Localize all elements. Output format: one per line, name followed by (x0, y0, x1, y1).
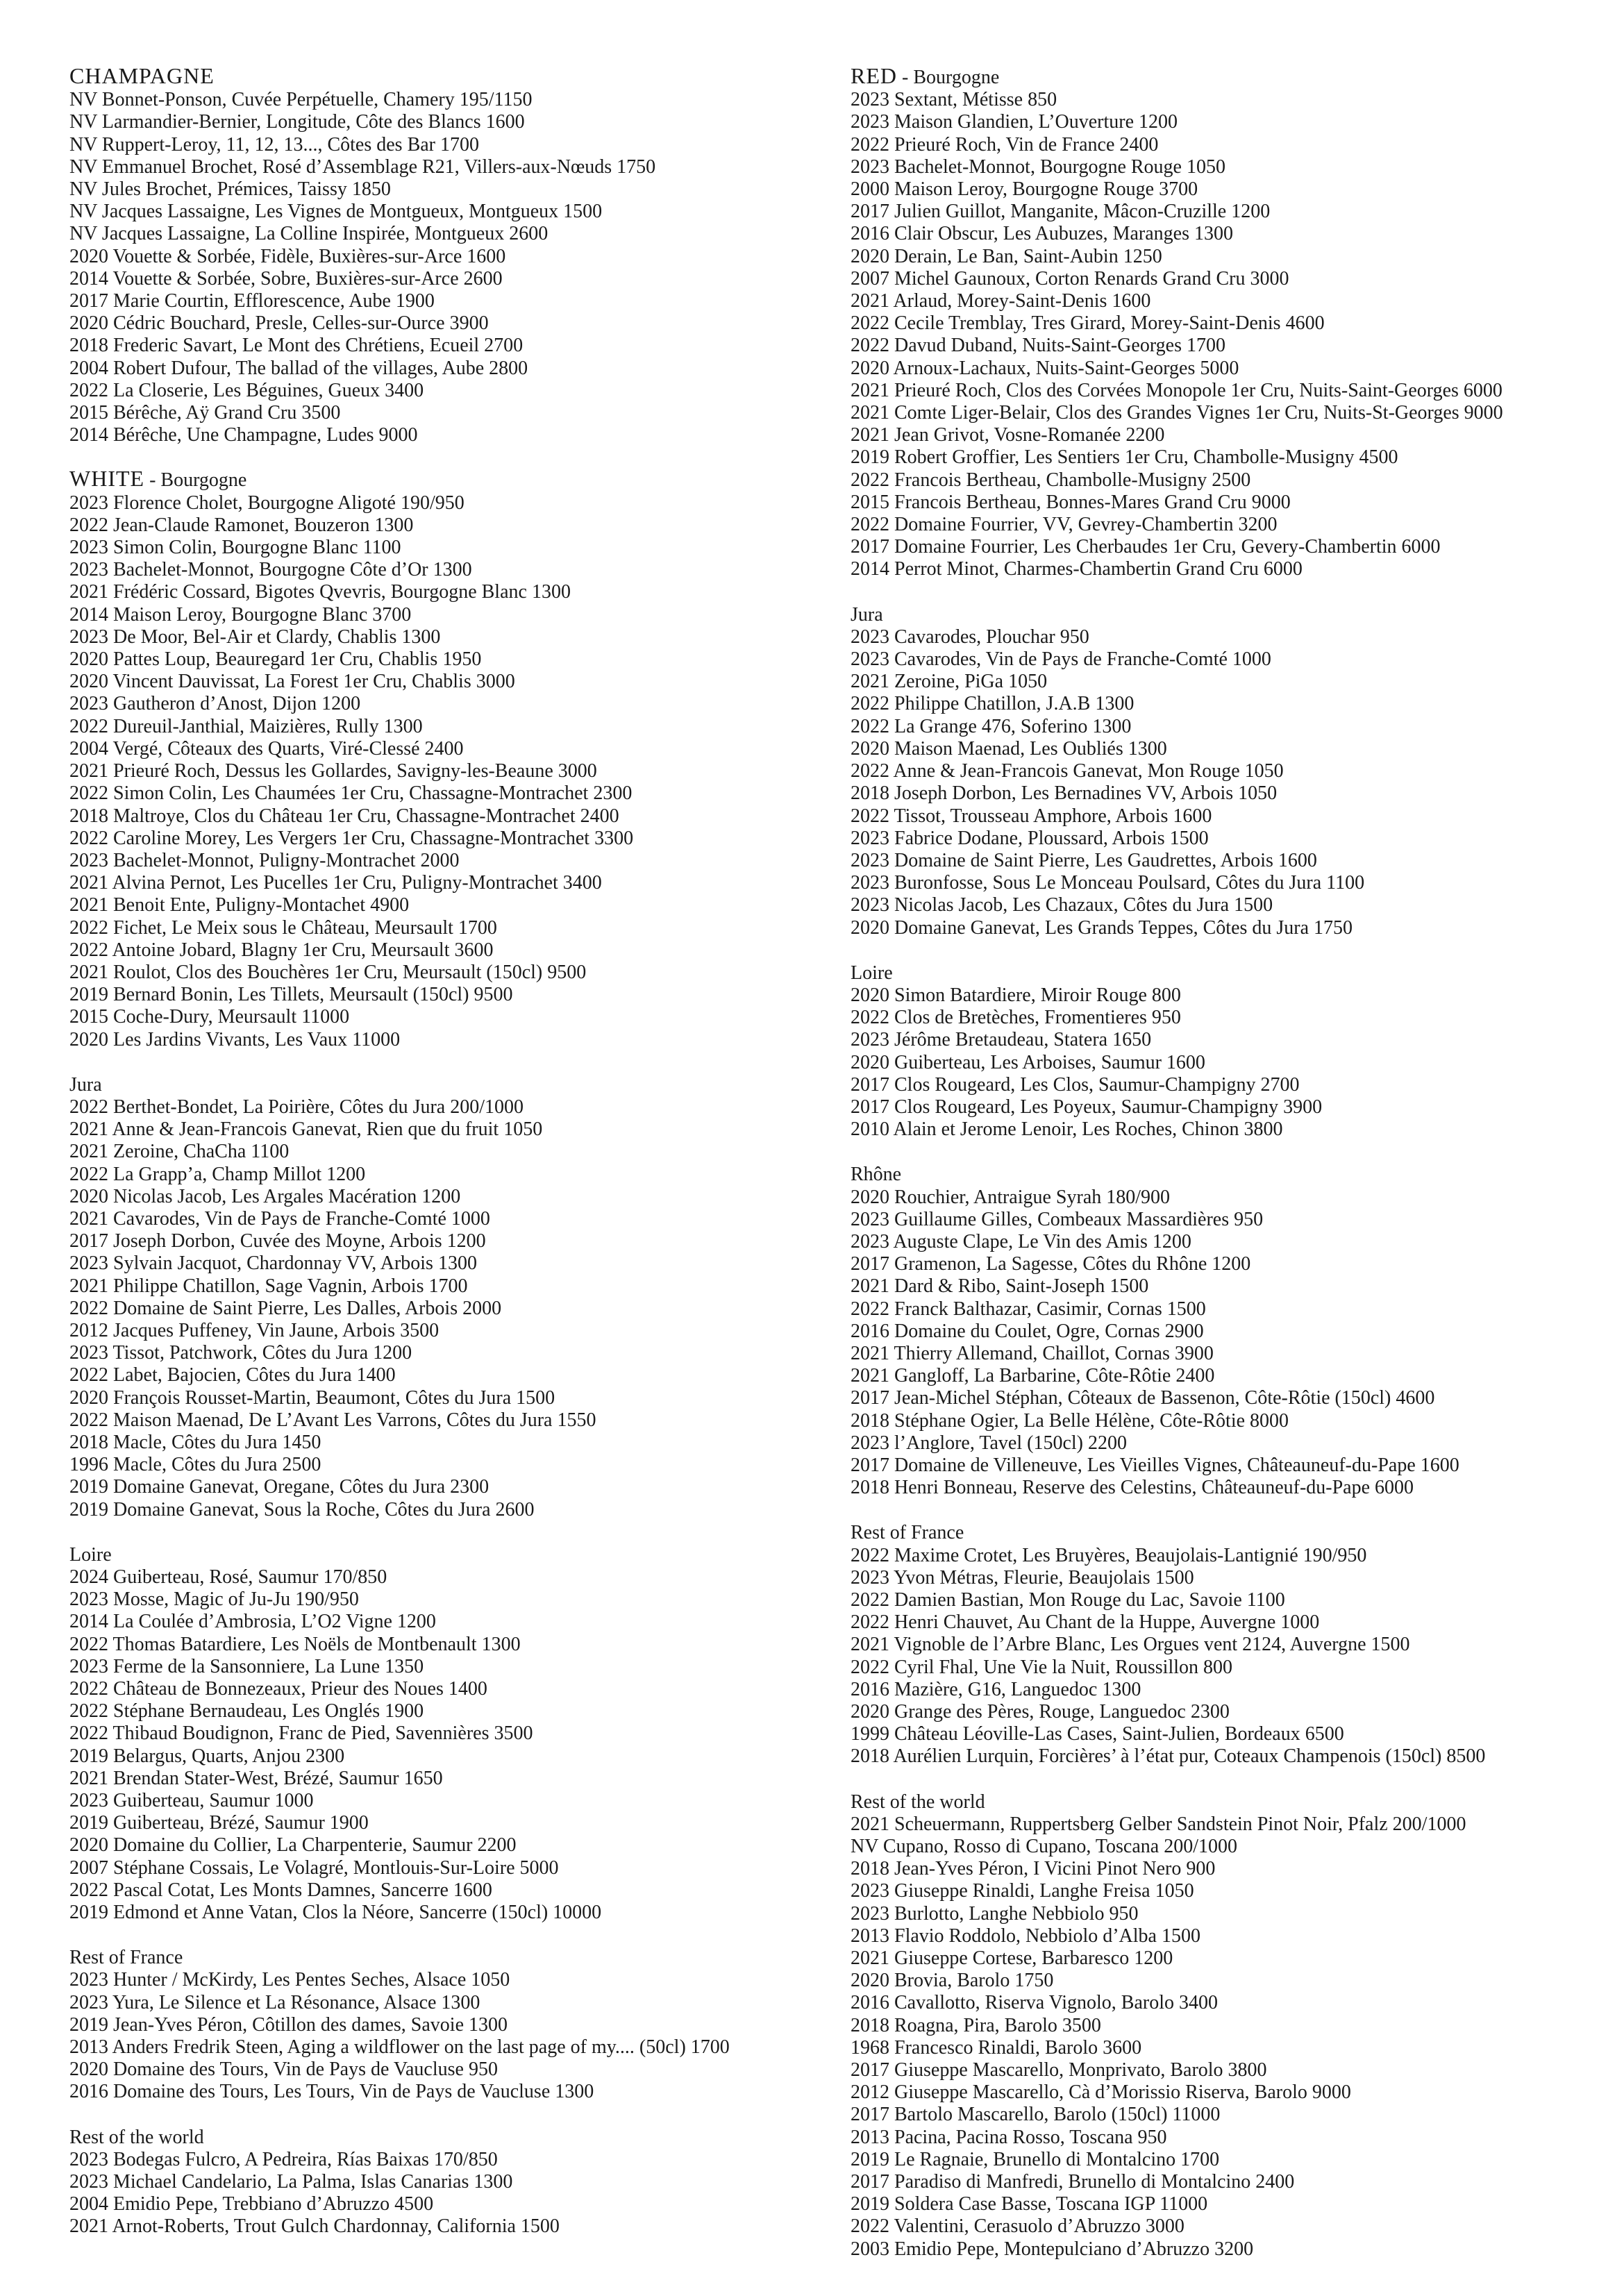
wine-entry: 2018 Stéphane Ogier, La Belle Hélène, Côte-Rôtie 8000 (851, 1409, 1289, 1432)
wine-entry: 2014 Vouette & Sorbée, Sobre, Buxières-sur-Arce 2600 (69, 267, 503, 290)
wine-entry: 2023 Bachelet-Monnot, Bourgogne Côte d’Or 1300 (69, 559, 472, 581)
wine-entry: 2016 Domaine des Tours, Les Tours, Vin de Pays de Vaucluse 1300 (69, 2081, 594, 2103)
section-heading (69, 65, 805, 89)
wine-entry: 2018 Frederic Savart, Le Mont des Chrétiens, Ecueil 2700 (69, 335, 524, 357)
wine-entry: 2022 Labet, Bajocien, Côtes du Jura 1400 (69, 1364, 396, 1386)
wine-entry: 2021 Benoit Ente, Puligny-Montachet 4900 (69, 894, 410, 916)
wine-entry: 2021 Zeroine, PiGa 1050 (851, 671, 1048, 693)
wine-entry: 2023 Yvon Métras, Fleurie, Beaujolais 1500 (851, 1566, 1194, 1589)
wine-entry: 2022 Dureuil-Janthial, Maizières, Rully 1300 (69, 715, 423, 737)
wine-entry: 2017 Clos Rougeard, Les Clos, Saumur-Champigny 2700 (851, 1073, 1300, 1096)
wine-entry: 2021 Prieuré Roch, Dessus les Gollardes, Savigny-les-Beaune 3000 (69, 760, 597, 782)
wine-entry: 2023 Buronfosse, Sous Le Monceau Poulsard, Côtes du Jura 1100 (851, 872, 1365, 894)
wine-entry: 2014 Perrot Minot, Charmes-Chambertin Grand Cru 6000 (851, 558, 1303, 580)
wine-entry: 2022 Maxime Crotet, Les Bruyères, Beaujolais-Lantignié 190/950 (851, 1544, 1367, 1566)
wine-entry: 2018 Joseph Dorbon, Les Bernadines VV, Arbois 1050 (851, 782, 1278, 805)
wine-entry: 2019 Le Ragnaie, Brunello di Montalcino 1700 (851, 2148, 1220, 2170)
wine-section-red-bourgogne (851, 65, 1587, 581)
wine-entry: 2022 Cecile Tremblay, Tres Girard, Morey-Saint-Denis 4600 (851, 312, 1325, 335)
wine-entry: 2021 Roulot, Clos des Bouchères 1er Cru, Meursault (150cl) 9500 (69, 961, 587, 983)
wine-entry: 2019 Soldera Case Basse, Toscana IGP 11000 (851, 2193, 1208, 2215)
wine-entry: 2022 Maison Maenad, De L’Avant Les Varrons, Côtes du Jura 1550 (69, 1409, 596, 1431)
wine-entry: 2020 Vincent Dauvissat, La Forest 1er Cru, Chablis 3000 (69, 671, 515, 693)
wine-entry: 2023 l’Anglore, Tavel (150cl) 2200 (851, 1432, 1127, 1454)
wine-entry: 2019 Robert Groffier, Les Sentiers 1er Cru, Chambolle-Musigny 4500 (851, 446, 1398, 469)
wine-entry: 2021 Jean Grivot, Vosne-Romanée 2200 (851, 424, 1165, 446)
wine-entry: 2023 Tissot, Patchwork, Côtes du Jura 1200 (69, 1342, 412, 1364)
section-title: RED (851, 63, 897, 88)
wine-entry: NV Larmandier-Bernier, Longitude, Côte des Blancs 1600 (69, 111, 525, 133)
wine-entry: 2021 Gangloff, La Barbarine, Côte-Rôtie 2400 (851, 1365, 1215, 1387)
wine-entry: 2004 Vergé, Côteaux des Quarts, Viré-Clessé 2400 (69, 737, 464, 760)
wine-entry: 2003 Emidio Pepe, Montepulciano d’Abruzzo 3200 (851, 2238, 1254, 2260)
wine-entry: 2020 Vouette & Sorbée, Fidèle, Buxières-sur-Arce 1600 (69, 245, 506, 267)
section-subtitle: - Bourgogne (897, 67, 1000, 88)
wine-section-rest-of-france (69, 1945, 805, 2103)
wine-entry: 2022 Franck Balthazar, Casimir, Cornas 1500 (851, 1298, 1206, 1320)
wine-entry: 2021 Arnot-Roberts, Trout Gulch Chardonnay, California 1500 (69, 2215, 560, 2238)
wine-entry: 2000 Maison Leroy, Bourgogne Rouge 3700 (851, 178, 1198, 201)
wine-entry: 2018 Maltroye, Clos du Château 1er Cru, Chassagne-Montrachet 2400 (69, 805, 619, 827)
wine-entry: 2023 Gautheron d’Anost, Dijon 1200 (69, 693, 361, 715)
wine-entry: 2022 Cyril Fhal, Une Vie la Nuit, Roussillon 800 (851, 1656, 1233, 1678)
section-subtitle: Rhône (851, 1164, 902, 1186)
wine-entry: 2021 Brendan Stater-West, Brézé, Saumur 1650 (69, 1767, 443, 1789)
wine-entry: 2022 Domaine de Saint Pierre, Les Dalles, Arbois 2000 (69, 1297, 502, 1319)
wine-entry: 2022 Philippe Chatillon, J.A.B 1300 (851, 693, 1135, 715)
wine-entry: 2016 Mazière, G16, Languedoc 1300 (851, 1678, 1141, 1700)
wine-entry: 2020 Cédric Bouchard, Presle, Celles-sur-Ource 3900 (69, 312, 489, 335)
wine-entry: 2019 Domaine Ganevat, Sous la Roche, Côtes du Jura 2600 (69, 1498, 535, 1520)
wine-entry: 2022 Antoine Jobard, Blagny 1er Cru, Meursault 3600 (69, 939, 494, 961)
wine-entry: 2022 Damien Bastian, Mon Rouge du Lac, Savoie 1100 (851, 1589, 1285, 1611)
wine-section-champagne (69, 65, 805, 446)
section-heading (851, 1789, 1587, 1813)
wine-entry: 2023 Maison Glandien, L’Ouverture 1200 (851, 111, 1178, 133)
wine-entry: 2023 Simon Colin, Bourgogne Blanc 1100 (69, 537, 401, 559)
section-heading (851, 1520, 1587, 1544)
wine-entry: 2020 Grange des Pères, Rouge, Languedoc 2300 (851, 1701, 1230, 1723)
wine-entry: 2014 La Coulée d’Ambrosia, L’O2 Vigne 1200 (69, 1611, 436, 1633)
section-subtitle: Loire (69, 1543, 112, 1566)
wine-entry: 2021 Zeroine, ChaCha 1100 (69, 1141, 290, 1163)
wine-entry: 2021 Vignoble de l’Arbre Blanc, Les Orgues vent 2124, Auvergne 1500 (851, 1634, 1410, 1656)
section-heading (69, 2125, 805, 2149)
wine-entry: 2022 Davud Duband, Nuits-Saint-Georges 1700 (851, 335, 1225, 357)
wine-entry: 2024 Guiberteau, Rosé, Saumur 170/850 (69, 1566, 387, 1588)
wine-entry: 2023 Hunter / McKirdy, Les Pentes Seches, Alsace 1050 (69, 1969, 510, 1991)
wine-entry: 2020 François Rousset-Martin, Beaumont, Côtes du Jura 1500 (69, 1386, 555, 1409)
section-heading (69, 1945, 805, 1969)
wine-entry: 2020 Derain, Le Ban, Saint-Aubin 1250 (851, 245, 1162, 267)
wine-entry: 2020 Guiberteau, Les Arboises, Saumur 1600 (851, 1051, 1205, 1073)
wine-entry: 2017 Jean-Michel Stéphan, Côteaux de Bassenon, Côte-Rôtie (150cl) 4600 (851, 1387, 1435, 1409)
wine-entry: 2021 Anne & Jean-Francois Ganevat, Rien que du fruit 1050 (69, 1118, 543, 1141)
wine-entry: 2020 Les Jardins Vivants, Les Vaux 11000 (69, 1028, 401, 1050)
section-subtitle: Rest of the world (851, 1791, 985, 1813)
wine-entry: 2023 Guillaume Gilles, Combeaux Massardières 950 (851, 1208, 1264, 1230)
section-title: WHITE (69, 466, 145, 492)
wine-entry: 2014 Bérêche, Une Champagne, Ludes 9000 (69, 424, 418, 446)
wine-entry: NV Bonnet-Ponson, Cuvée Perpétuelle, Chamery 195/1150 (69, 89, 533, 111)
wine-entry: 2023 Nicolas Jacob, Les Chazaux, Côtes du Jura 1500 (851, 894, 1273, 916)
wine-entry: 2022 Jean-Claude Ramonet, Bouzeron 1300 (69, 514, 414, 536)
wine-entry: 2023 Michael Candelario, La Palma, Islas Canarias 1300 (69, 2171, 513, 2193)
wine-section-white-bourgogne (69, 467, 805, 1050)
wine-entry: 2021 Thierry Allemand, Chaillot, Cornas 3900 (851, 1342, 1214, 1364)
wine-entry: NV Emmanuel Brochet, Rosé d’Assemblage R21, Villers-aux-Nœuds 1750 (69, 156, 656, 178)
wine-entry: 2016 Clair Obscur, Les Aubuzes, Maranges 1300 (851, 223, 1233, 245)
wine-entry: 2023 Cavarodes, Plouchar 950 (851, 626, 1089, 648)
wine-entry: 2021 Prieuré Roch, Clos des Corvées Monopole 1er Cru, Nuits-Saint-Georges 6000 (851, 379, 1502, 401)
wine-entry: 2015 Francois Bertheau, Bonnes-Mares Grand Cru 9000 (851, 491, 1291, 513)
wine-entry: 2022 Francois Bertheau, Chambolle-Musigny 2500 (851, 469, 1251, 491)
wine-entry: 2007 Michel Gaunoux, Corton Renards Grand Cru 3000 (851, 267, 1289, 290)
wine-entry: 2020 Brovia, Barolo 1750 (851, 1970, 1054, 1992)
wine-entry: 2023 Bodegas Fulcro, A Pedreira, Rías Baixas 170/850 (69, 2148, 498, 2170)
wine-entry: 2022 Pascal Cotat, Les Monts Damnes, Sancerre 1600 (69, 1879, 492, 1901)
section-subtitle: Jura (69, 1073, 102, 1096)
wine-entry: 2022 Prieuré Roch, Vin de France 2400 (851, 133, 1159, 156)
wine-entry: 2019 Domaine Ganevat, Oregane, Côtes du Jura 2300 (69, 1476, 489, 1498)
wine-entry: 2023 Sylvain Jacquot, Chardonnay VV, Arbois 1300 (69, 1252, 477, 1275)
wine-entry: NV Jules Brochet, Prémices, Taissy 1850 (69, 178, 391, 201)
wine-entry: NV Jacques Lassaigne, La Colline Inspirée, Montgueux 2600 (69, 223, 549, 245)
wine-entry: 1999 Château Léoville-Las Cases, Saint-Julien, Bordeaux 6500 (851, 1723, 1344, 1745)
section-heading (69, 1072, 805, 1096)
wine-entry: 2017 Bartolo Mascarello, Barolo (150cl) 11000 (851, 2104, 1221, 2126)
wine-entry: 2023 Giuseppe Rinaldi, Langhe Freisa 1050 (851, 1880, 1194, 1902)
wine-entry: 2010 Alain et Jerome Lenoir, Les Roches, Chinon 3800 (851, 1118, 1283, 1141)
wine-entry: 2020 Domaine des Tours, Vin de Pays de Vaucluse 950 (69, 2059, 498, 2081)
wine-entry: 2023 Yura, Le Silence et La Résonance, Alsace 1300 (69, 1991, 480, 2013)
wine-entry: 2004 Emidio Pepe, Trebbiano d’Abruzzo 4500 (69, 2193, 434, 2215)
wine-entry: 2019 Belargus, Quarts, Anjou 2300 (69, 1745, 345, 1767)
section-heading (851, 1162, 1587, 1186)
wine-entry: 2017 Gramenon, La Sagesse, Côtes du Rhône 1200 (851, 1253, 1251, 1275)
wine-entry: 2023 Sextant, Métisse 850 (851, 89, 1057, 111)
wine-entry: 2019 Bernard Bonin, Les Tillets, Meursault (150cl) 9500 (69, 984, 513, 1006)
wine-entry: 2020 Pattes Loup, Beauregard 1er Cru, Chablis 1950 (69, 648, 482, 671)
wine-entry: 2023 Auguste Clape, Le Vin des Amis 1200 (851, 1230, 1191, 1252)
wine-entry: 2020 Maison Maenad, Les Oubliés 1300 (851, 737, 1167, 760)
wine-entry: 2004 Robert Dufour, The ballad of the villages, Aube 2800 (69, 357, 528, 379)
wine-entry: NV Ruppert-Leroy, 11, 12, 13..., Côtes des Bar 1700 (69, 133, 479, 156)
wine-entry: 2023 Ferme de la Sansonniere, La Lune 1350 (69, 1655, 424, 1677)
wine-entry: 2023 Bachelet-Monnot, Puligny-Montrachet 2000 (69, 849, 460, 871)
wine-entry: 2021 Cavarodes, Vin de Pays de Franche-Comté 1000 (69, 1207, 490, 1230)
wine-entry: 2015 Coche-Dury, Meursault 11000 (69, 1006, 350, 1028)
section-heading (851, 960, 1587, 984)
wine-entry: 2018 Jean-Yves Péron, I Vicini Pinot Nero 900 (851, 1858, 1216, 1880)
wine-section-jura (69, 1072, 805, 1521)
wine-entry: NV Jacques Lassaigne, Les Vignes de Montgueux, Montgueux 1500 (69, 201, 603, 223)
wine-entry: 2016 Domaine du Coulet, Ogre, Cornas 2900 (851, 1320, 1204, 1342)
wine-entry: 2017 Paradiso di Manfredi, Brunello di Montalcino 2400 (851, 2171, 1295, 2193)
wine-entry: 2013 Flavio Roddolo, Nebbiolo d’Alba 1500 (851, 1925, 1200, 1947)
wine-section-rest-of-the-world (69, 2125, 805, 2238)
wine-entry: 2017 Domaine de Villeneuve, Les Vieilles Vignes, Châteauneuf-du-Pape 1600 (851, 1454, 1459, 1476)
wine-entry: 2023 Fabrice Dodane, Ploussard, Arbois 1500 (851, 827, 1209, 849)
wine-entry: 2023 Jérôme Bretaudeau, Statera 1650 (851, 1029, 1152, 1051)
wine-entry: 2017 Joseph Dorbon, Cuvée des Moyne, Arbois 1200 (69, 1230, 486, 1252)
wine-entry: 2017 Marie Courtin, Efflorescence, Aube 1900 (69, 290, 435, 312)
wine-entry: 2022 Clos de Bretèches, Fromentieres 950 (851, 1007, 1181, 1029)
wine-entry: 2017 Clos Rougeard, Les Poyeux, Saumur-Champigny 3900 (851, 1096, 1323, 1118)
wine-entry: 2014 Maison Leroy, Bourgogne Blanc 3700 (69, 603, 412, 626)
wine-section-rhone (851, 1162, 1587, 1499)
wine-entry: 2022 La Closerie, Les Béguines, Gueux 3400 (69, 379, 424, 401)
wine-entry: 2021 Comte Liger-Belair, Clos des Grandes Vignes 1er Cru, Nuits-St-Georges 9000 (851, 402, 1503, 424)
wine-entry: 2017 Giuseppe Mascarello, Monprivato, Barolo 3800 (851, 2059, 1267, 2081)
wine-section-loire (851, 960, 1587, 1141)
wine-entry: 2022 Berthet-Bondet, La Poirière, Côtes du Jura 200/1000 (69, 1096, 524, 1118)
wine-entry: 2012 Giuseppe Mascarello, Cà d’Morissio Riserva, Barolo 9000 (851, 2081, 1351, 2104)
wine-entry: 2021 Giuseppe Cortese, Barbaresco 1200 (851, 1947, 1173, 1970)
wine-entry: 2022 Caroline Morey, Les Vergers 1er Cru, Chassagne-Montrachet 3300 (69, 827, 634, 849)
wine-entry: 2013 Pacina, Pacina Rosso, Toscana 950 (851, 2126, 1167, 2148)
section-title: CHAMPAGNE (69, 63, 215, 88)
wine-entry: 2022 Tissot, Trousseau Amphore, Arbois 1600 (851, 805, 1212, 827)
wine-entry: 2023 Domaine de Saint Pierre, Les Gaudrettes, Arbois 1600 (851, 849, 1317, 871)
section-subtitle: Jura (851, 603, 883, 626)
wine-entry: 2022 Simon Colin, Les Chaumées 1er Cru, Chassagne-Montrachet 2300 (69, 782, 633, 805)
left-column (69, 65, 805, 2259)
wine-entry: 2020 Simon Batardiere, Miroir Rouge 800 (851, 984, 1181, 1006)
wine-entry: 2020 Nicolas Jacob, Les Argales Macération 1200 (69, 1185, 461, 1207)
wine-entry: 2021 Dard & Ribo, Saint-Joseph 1500 (851, 1275, 1149, 1298)
wine-entry: 2022 Henri Chauvet, Au Chant de la Huppe, Auvergne 1000 (851, 1611, 1320, 1634)
wine-entry: 2023 De Moor, Bel-Air et Clardy, Chablis 1300 (69, 626, 441, 648)
wine-entry: 2022 La Grange 476, Soferino 1300 (851, 715, 1132, 737)
right-column (851, 65, 1587, 2281)
wine-entry: 2018 Roagna, Pira, Barolo 3500 (851, 2014, 1101, 2036)
wine-entry: 2023 Bachelet-Monnot, Bourgogne Rouge 1050 (851, 156, 1225, 178)
wine-entry: 2022 Stéphane Bernaudeau, Les Onglés 1900 (69, 1700, 424, 1723)
wine-entry: 2021 Scheuermann, Ruppertsberg Gelber Sandstein Pinot Noir, Pfalz 200/1000 (851, 1813, 1466, 1835)
wine-section-jura (851, 602, 1587, 939)
section-heading (851, 602, 1587, 626)
wine-entry: 2023 Florence Cholet, Bourgogne Aligoté 190/950 (69, 492, 464, 514)
wine-entry: 1996 Macle, Côtes du Jura 2500 (69, 1454, 321, 1476)
wine-entry: 2017 Julien Guillot, Manganite, Mâcon-Cruzille 1200 (851, 201, 1271, 223)
wine-entry: 2022 Domaine Fourrier, VV, Gevrey-Chambertin 3200 (851, 514, 1278, 536)
wine-entry: 2023 Mosse, Magic of Ju-Ju 190/950 (69, 1589, 359, 1611)
wine-entry: 2007 Stéphane Cossais, Le Volagré, Montlouis-Sur-Loire 5000 (69, 1857, 559, 1879)
wine-entry: 2022 Fichet, Le Meix sous le Château, Meursault 1700 (69, 916, 497, 939)
wine-entry: 2018 Aurélien Lurquin, Forcières’ à l’état pur, Coteaux Champenois (150cl) 8500 (851, 1745, 1486, 1768)
wine-entry: 2022 La Grapp’a, Champ Millot 1200 (69, 1163, 366, 1185)
wine-entry: 2017 Domaine Fourrier, Les Cherbaudes 1er Cru, Gevery-Chambertin 6000 (851, 536, 1441, 558)
wine-entry: 2019 Jean-Yves Péron, Côtillon des dames, Savoie 1300 (69, 2013, 508, 2036)
wine-section-rest-of-france (851, 1520, 1587, 1768)
wine-entry: 2020 Domaine du Collier, La Charpenterie, Saumur 2200 (69, 1834, 517, 1857)
section-heading (851, 65, 1587, 89)
wine-entry: 2019 Guiberteau, Brézé, Saumur 1900 (69, 1812, 369, 1834)
wine-entry: 2023 Guiberteau, Saumur 1000 (69, 1790, 314, 1812)
wine-entry: 2023 Cavarodes, Vin de Pays de Franche-Comté 1000 (851, 648, 1271, 671)
wine-entry: 2021 Arlaud, Morey-Saint-Denis 1600 (851, 290, 1151, 312)
section-subtitle: Rest of France (69, 1947, 183, 1969)
wine-entry: 2022 Anne & Jean-Francois Ganevat, Mon Rouge 1050 (851, 760, 1284, 782)
wine-entry: 2018 Macle, Côtes du Jura 1450 (69, 1431, 321, 1453)
wine-entry: 2021 Frédéric Cossard, Bigotes Qvevris, Bourgogne Blanc 1300 (69, 581, 571, 603)
wine-entry: 2019 Edmond et Anne Vatan, Clos la Néore, Sancerre (150cl) 10000 (69, 1902, 602, 1924)
wine-entry: 1968 Francesco Rinaldi, Barolo 3600 (851, 2036, 1142, 2059)
wine-entry: 2022 Château de Bonnezeaux, Prieur des Noues 1400 (69, 1678, 487, 1700)
wine-section-rest-of-the-world (851, 1789, 1587, 2261)
wine-entry: 2021 Philippe Chatillon, Sage Vagnin, Arbois 1700 (69, 1275, 468, 1297)
wine-entry: 2020 Arnoux-Lachaux, Nuits-Saint-Georges 5000 (851, 357, 1239, 379)
wine-section-loire (69, 1542, 805, 1924)
section-heading (69, 1542, 805, 1566)
wine-entry: 2022 Thibaud Boudignon, Franc de Pied, Savennières 3500 (69, 1723, 533, 1745)
section-subtitle: Rest of France (851, 1522, 964, 1544)
wine-entry: 2012 Jacques Puffeney, Vin Jaune, Arbois 3500 (69, 1319, 440, 1341)
wine-entry: 2022 Valentini, Cerasuolo d’Abruzzo 3000 (851, 2215, 1184, 2238)
section-heading (69, 467, 805, 492)
wine-entry: 2020 Domaine Ganevat, Les Grands Teppes, Côtes du Jura 1750 (851, 916, 1353, 939)
wine-entry: 2023 Burlotto, Langhe Nebbiolo 950 (851, 1902, 1139, 1925)
wine-entry: 2015 Bérêche, Aÿ Grand Cru 3500 (69, 402, 341, 424)
wine-entry: NV Cupano, Rosso di Cupano, Toscana 200/1000 (851, 1836, 1237, 1858)
wine-entry: 2016 Cavallotto, Riserva Vignolo, Barolo 3400 (851, 1992, 1218, 2014)
section-subtitle: - Bourgogne (144, 469, 247, 492)
section-subtitle: Rest of the world (69, 2126, 204, 2148)
wine-entry: 2021 Alvina Pernot, Les Pucelles 1er Cru, Puligny-Montrachet 3400 (69, 872, 602, 894)
wine-entry: 2022 Thomas Batardiere, Les Noëls de Montbenault 1300 (69, 1633, 521, 1655)
wine-entry: 2013 Anders Fredrik Steen, Aging a wildflower on the last page of my.... (50cl) 1700 (69, 2036, 730, 2059)
wine-entry: 2020 Rouchier, Antraigue Syrah 180/900 (851, 1186, 1171, 1208)
wine-entry: 2018 Henri Bonneau, Reserve des Celestins, Châteauneuf-du-Pape 6000 (851, 1477, 1414, 1499)
section-subtitle: Loire (851, 962, 893, 984)
